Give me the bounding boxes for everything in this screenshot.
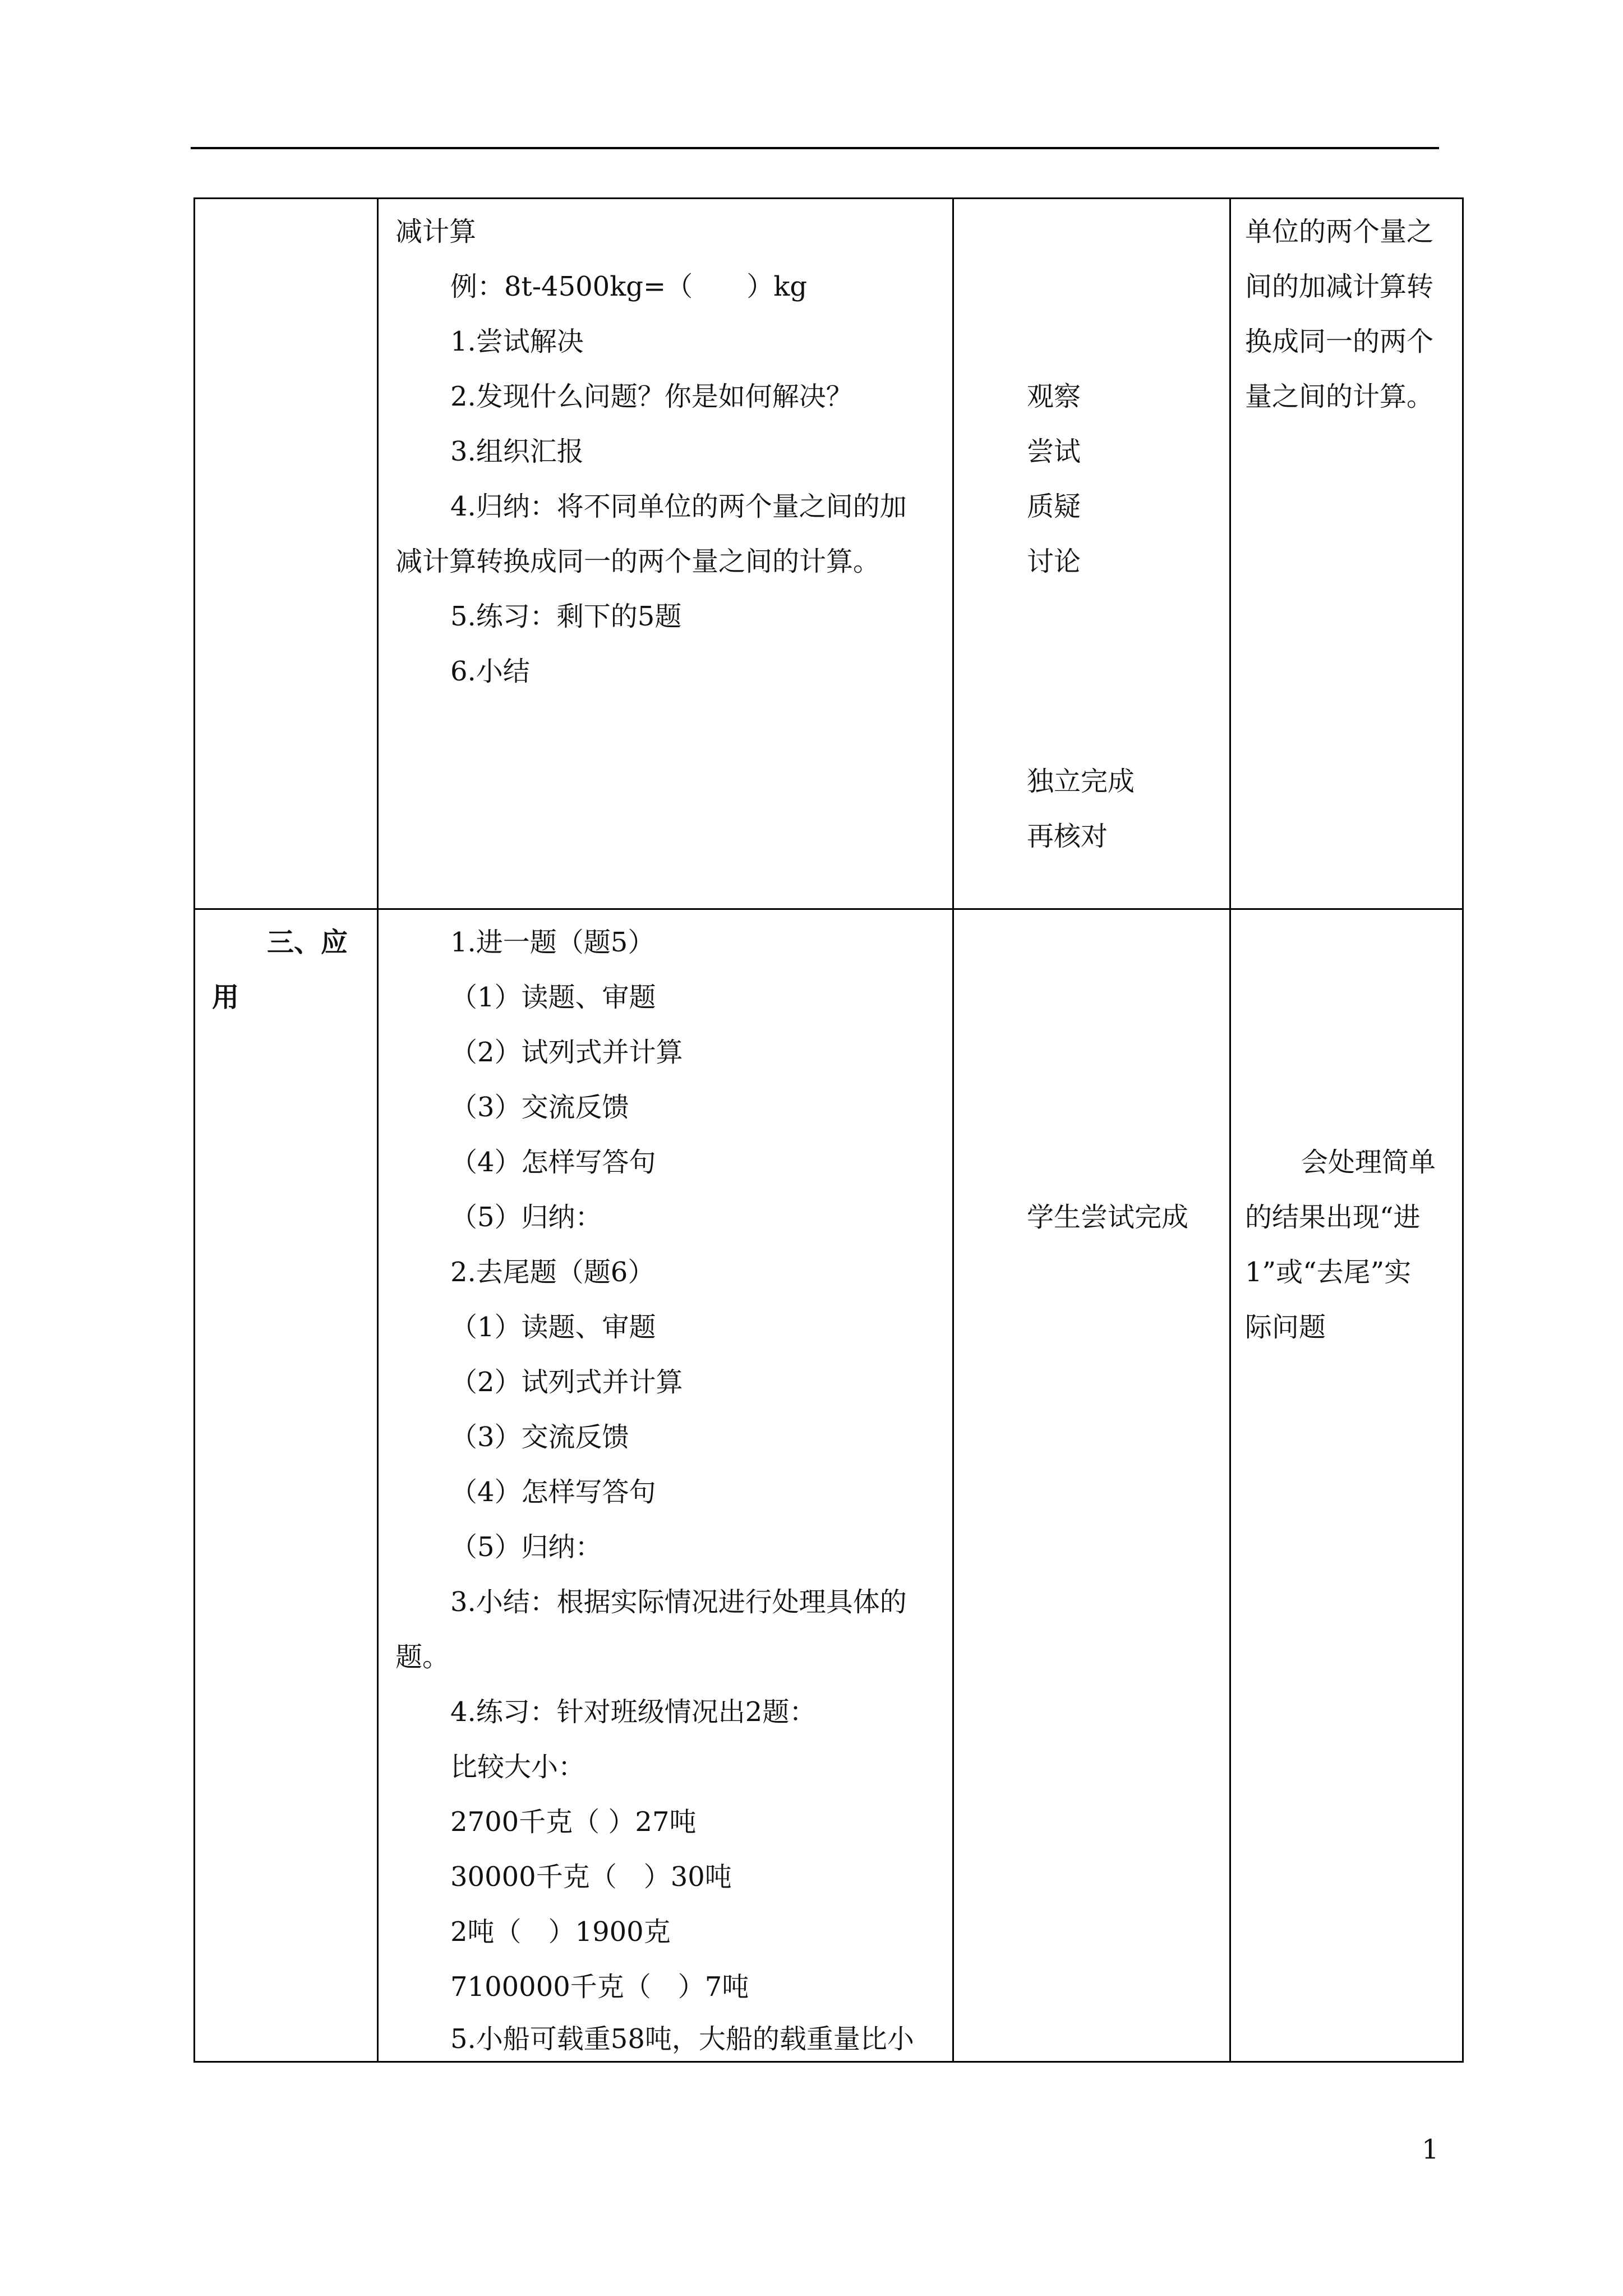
process-line: （4）怎样写答句	[450, 1147, 656, 1178]
intent-line: 单位的两个量之	[1245, 216, 1434, 247]
process-line: 2.发现什么问题？你是如何解决？	[450, 381, 853, 412]
process-line: 3.组织汇报	[450, 436, 584, 467]
stage-label: 用	[212, 982, 239, 1013]
process-line: 5.练习：剩下的5题	[450, 601, 682, 632]
intent-line: 量之间的计算。	[1245, 381, 1434, 412]
process-line: 3.小结：根据实际情况进行处理具体的	[450, 1586, 907, 1618]
process-cell	[378, 199, 953, 909]
process-line: 1.尝试解决	[450, 326, 584, 357]
activity-line: 学生尝试完成	[1027, 1202, 1189, 1233]
activity-line: 观察	[1027, 381, 1081, 412]
activity-line: 质疑	[1027, 491, 1081, 522]
process-line: 4.归纳：将不同单位的两个量之间的加	[450, 491, 907, 522]
activity-line: 独立完成	[1027, 766, 1135, 797]
activity-line: 再核对	[1027, 821, 1108, 852]
process-line: 例：8t-4500kg=（ ）kg	[450, 271, 808, 302]
process-line: 1.进一题（题5）	[450, 927, 655, 958]
process-line: （1）读题、审题	[450, 982, 656, 1013]
process-line: 2700千克（ ）27吨	[450, 1806, 697, 1838]
activity-cell	[953, 909, 1230, 2062]
lesson-plan-table	[193, 197, 1464, 2063]
intent-cell	[1230, 199, 1463, 909]
process-line: （1）读题、审题	[450, 1312, 656, 1343]
intent-line: 际问题	[1245, 1312, 1326, 1343]
activity-cell	[953, 199, 1230, 909]
intent-line: 间的加减计算转	[1245, 271, 1434, 302]
process-line: （2）试列式并计算	[450, 1366, 683, 1398]
table-row	[195, 199, 1463, 909]
process-line: （5）归纳：	[450, 1202, 602, 1233]
process-line: 题。	[395, 1641, 450, 1673]
process-line: （5）归纳：	[450, 1531, 602, 1563]
process-line: （3）交流反馈	[450, 1092, 629, 1123]
process-line: 4.练习：针对班级情况出2题：	[450, 1696, 817, 1728]
process-line: （3）交流反馈	[450, 1421, 629, 1453]
process-line: 6.小结	[450, 656, 530, 687]
process-cell	[378, 909, 953, 2062]
process-line: 2吨（ ）1900克	[450, 1916, 671, 1948]
stage-cell	[195, 199, 378, 909]
table-row	[195, 909, 1463, 2062]
process-line: 30000千克（ ）30吨	[450, 1861, 732, 1893]
activity-line: 讨论	[1027, 546, 1081, 577]
header-rule	[191, 147, 1439, 149]
intent-line: 1”或“去尾”实	[1245, 1257, 1412, 1288]
process-line: （2）试列式并计算	[450, 1037, 683, 1068]
activity-line: 尝试	[1027, 436, 1081, 467]
process-line: 减计算	[395, 216, 477, 247]
stage-cell	[195, 909, 378, 2062]
process-line: 2.去尾题（题6）	[450, 1257, 655, 1288]
intent-cell	[1230, 909, 1463, 2062]
process-line: （4）怎样写答句	[450, 1476, 656, 1508]
intent-line: 会处理简单	[1301, 1147, 1436, 1178]
process-line: 减计算转换成同一的两个量之间的计算。	[395, 546, 880, 577]
process-line: 5.小船可载重58吨，大船的载重量比小	[450, 2023, 914, 2055]
intent-line: 的结果出现“进	[1245, 1202, 1421, 1233]
page-number: 1	[1422, 2134, 1439, 2165]
stage-label: 三、应	[267, 927, 348, 958]
intent-line: 换成同一的两个	[1245, 326, 1434, 357]
process-line: 7100000千克（ ）7吨	[450, 1971, 749, 2003]
process-line: 比较大小：	[450, 1751, 585, 1783]
